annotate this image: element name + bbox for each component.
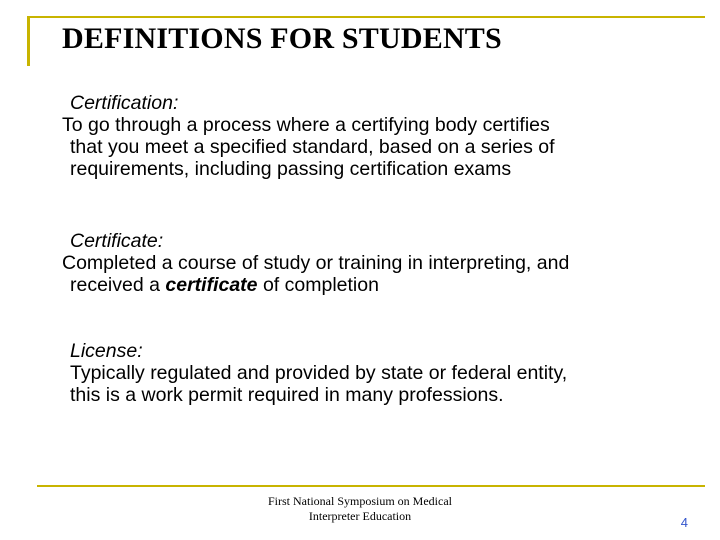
definition-line: this is a work permit required in many professions. [70, 384, 504, 406]
footer-rule [37, 485, 705, 487]
definition-certificate [62, 230, 702, 296]
footer-line-2: Interpreter Education [308, 509, 412, 523]
page-number: 4 [680, 515, 688, 530]
definition-term: Certificate: [70, 230, 164, 252]
definition-line: To go through a process where a certifying body certifies [62, 114, 550, 136]
title-frame-vertical-rule [27, 16, 30, 66]
definition-license [62, 340, 702, 406]
footer-line-1: First National Symposium on Medical [268, 494, 452, 508]
definition-term: Certification: [70, 92, 179, 114]
footer-text [250, 494, 470, 524]
definition-line: that you meet a specified standard, based on a series of [70, 136, 555, 158]
title-frame-horizontal-rule [27, 16, 705, 18]
definition-text: received a [70, 274, 166, 296]
definition-line: Completed a course of study or training in interpreting, and [62, 252, 570, 274]
definition-line [62, 274, 702, 296]
definition-text: of completion [257, 274, 379, 296]
definition-certification [62, 92, 702, 180]
definition-term: License: [70, 340, 143, 362]
slide-title: DEFINITIONS FOR STUDENTS [62, 22, 502, 55]
definition-line: Typically regulated and provided by state or federal entity, [70, 362, 568, 384]
definition-emphasis: certificate [165, 274, 258, 296]
definition-line: requirements, including passing certification exams [70, 158, 512, 180]
